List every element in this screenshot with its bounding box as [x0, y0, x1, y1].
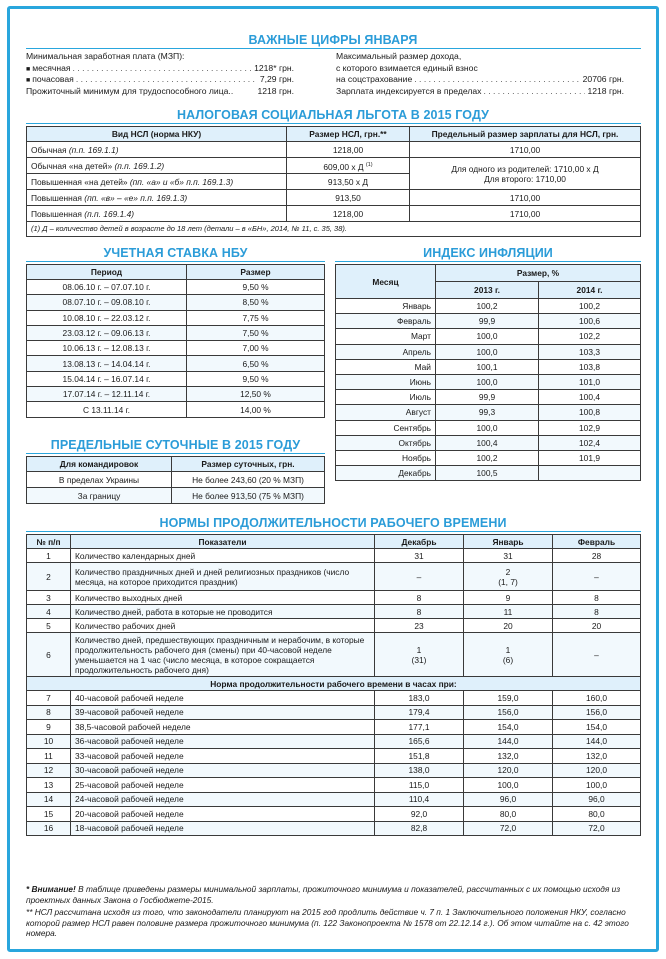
- daily-row-label: За границу: [27, 488, 172, 504]
- norms-header: Февраль: [553, 535, 641, 549]
- bullet-icon: ■: [26, 77, 31, 84]
- inflation-row: [336, 450, 641, 465]
- norms-dec: 115,0: [375, 778, 464, 793]
- inflation-month: Август: [336, 405, 436, 420]
- norms-title: НОРМЫ ПРОДОЛЖИТЕЛЬНОСТИ РАБОЧЕГО ВРЕМЕНИ: [159, 516, 507, 530]
- nbu-header: Период: [27, 265, 187, 280]
- norms-hours-row: [27, 749, 641, 764]
- nsl-merged-limit: Для одного из родителей: 1710,00 х Д Для второго: 1710,00: [410, 158, 641, 190]
- norms-row: [27, 619, 641, 633]
- daily-table: [26, 456, 325, 504]
- norms-label: 18-часовой рабочей неделе: [71, 821, 375, 836]
- norms-label: 33-часовой рабочей неделе: [71, 749, 375, 764]
- nbu-rate: 9,50 %: [187, 371, 325, 386]
- mzp-monthly-label: месячная: [32, 62, 71, 73]
- nbu-rate: 7,75 %: [187, 310, 325, 325]
- norms-hours-row: [27, 821, 641, 836]
- inflation-row: [336, 314, 641, 329]
- nsl-row-size: 913,50: [287, 190, 410, 206]
- inflation-row: [336, 466, 641, 481]
- inflation-2014: 102,9: [539, 420, 641, 435]
- nsl-footnote: (1) Д – количество детей в возрасте до 18 лет (детали – в «БН», 2014, № 11, с. 35, 38).: [27, 222, 641, 237]
- inflation-2013: 100,2: [436, 450, 539, 465]
- norms-feb: 100,0: [553, 778, 641, 793]
- norms-jan: 154,0: [464, 720, 553, 735]
- daily-row-value: Не более 913,50 (75 % МЗП): [172, 488, 325, 504]
- norms-label: Количество календарных дней: [71, 549, 375, 563]
- nbu-period: 10.08.10 г. – 22.03.12 г.: [27, 310, 187, 325]
- inflation-title: ИНДЕКС ИНФЛЯЦИИ: [423, 246, 553, 260]
- norms-feb: –: [553, 563, 641, 591]
- norms-header: Декабрь: [375, 535, 464, 549]
- nbu-row: [27, 310, 325, 325]
- jan-right-block: [336, 51, 624, 97]
- nbu-table: [26, 264, 325, 418]
- norms-hours-row: [27, 807, 641, 822]
- nbu-title: УЧЕТНАЯ СТАВКА НБУ: [103, 246, 248, 260]
- norms-dec: 1 (31): [375, 633, 464, 677]
- nsl-row-name: Обычная «на детей» (п.п. 169.1.2): [27, 158, 287, 174]
- nbu-row: [27, 325, 325, 340]
- norms-num: 7: [27, 691, 71, 706]
- max-line1: Максимальный размер дохода,: [336, 51, 462, 61]
- norms-feb: 80,0: [553, 807, 641, 822]
- nbu-period: 10.06.13 г. – 12.08.13 г.: [27, 341, 187, 356]
- inflation-header-2014: 2014 г.: [539, 282, 641, 299]
- norms-label: 40-часовой рабочей неделе: [71, 691, 375, 706]
- nsl-header: Размер НСЛ, грн.**: [287, 127, 410, 142]
- nbu-header: Размер: [187, 265, 325, 280]
- nsl-row-size: 913,50 х Д: [287, 174, 410, 190]
- nsl-row-limit: 1710,00: [410, 206, 641, 222]
- nsl-title: НАЛОГОВАЯ СОЦИАЛЬНАЯ ЛЬГОТА В 2015 ГОДУ: [177, 108, 489, 122]
- nbu-period: 15.04.14 г. – 16.07.14 г.: [27, 371, 187, 386]
- norms-label: 24-часовой рабочей неделе: [71, 792, 375, 807]
- jan-title: ВАЖНЫЕ ЦИФРЫ ЯНВАРЯ: [248, 33, 418, 47]
- nsl-row-size: 1218,00: [287, 142, 410, 158]
- norms-dec: 92,0: [375, 807, 464, 822]
- inflation-month: Ноябрь: [336, 450, 436, 465]
- norms-num: 8: [27, 705, 71, 720]
- mzp-monthly-value: 1218* грн.: [254, 62, 294, 73]
- norms-header: № п/п: [27, 535, 71, 549]
- norms-label: 36-часовой рабочей неделе: [71, 734, 375, 749]
- norms-label: 39-часовой рабочей неделе: [71, 705, 375, 720]
- norms-num: 9: [27, 720, 71, 735]
- norms-label: Количество выходных дней: [71, 591, 375, 605]
- nbu-rate: 6,50 %: [187, 356, 325, 371]
- inflation-row: [336, 359, 641, 374]
- nbu-rate: 14,00 %: [187, 402, 325, 417]
- norms-jan: 9: [464, 591, 553, 605]
- norms-jan: 132,0: [464, 749, 553, 764]
- nsl-row-size: 609,00 х Д $^{(1)}$: [287, 158, 410, 174]
- jan-title-rule: [26, 48, 641, 49]
- norms-dec: 179,4: [375, 705, 464, 720]
- inflation-2013: 100,0: [436, 344, 539, 359]
- norms-dec: 183,0: [375, 691, 464, 706]
- norms-row: [27, 549, 641, 563]
- inflation-2014: 100,2: [539, 299, 641, 314]
- mzp-hourly-label: почасовая: [32, 74, 74, 84]
- norms-dec: 165,6: [375, 734, 464, 749]
- nbu-rate: 7,50 %: [187, 325, 325, 340]
- norms-feb: 72,0: [553, 821, 641, 836]
- subsistence-value: 1218 грн.: [257, 85, 294, 96]
- nsl-title-rule: [26, 123, 641, 124]
- nbu-period: 17.07.14 г. – 12.11.14 г.: [27, 387, 187, 402]
- inflation-2013: 99,9: [436, 390, 539, 405]
- norms-hours-row: [27, 691, 641, 706]
- norms-feb: –: [553, 633, 641, 677]
- footer-note-2: ** НСЛ рассчитана исходя из того, что законодатели планируют на 2015 год продлить действие ч. 7 п. 1 Заключительного положения НКУ, согласно которой размер НСЛ равен половине размера прожиточного минимума (п. 122 Законопроекта № 1578 от 22.12.14 г.). Об этом читайте на с. 42 этого номера.: [26, 907, 629, 938]
- norms-dec: 8: [375, 591, 464, 605]
- footer-notes: [26, 884, 638, 939]
- inflation-month: Декабрь: [336, 466, 436, 481]
- norms-hours-row: [27, 763, 641, 778]
- daily-row-value: Не более 243,60 (20 % МЗП): [172, 472, 325, 488]
- nbu-period: 23.03.12 г. – 09.06.13 г.: [27, 325, 187, 340]
- norms-label: 30-часовой рабочей неделе: [71, 763, 375, 778]
- nsl-table: [26, 126, 641, 237]
- daily-header: Для командировок: [27, 457, 172, 472]
- mzp-monthly-line: [26, 63, 294, 75]
- norms-jan: 80,0: [464, 807, 553, 822]
- nbu-title-rule: [26, 261, 325, 262]
- norms-num: 5: [27, 619, 71, 633]
- norms-label: 20-часовой рабочей неделе: [71, 807, 375, 822]
- nbu-rate: 7,00 %: [187, 341, 325, 356]
- norms-feb: 156,0: [553, 705, 641, 720]
- nbu-period: С 13.11.14 г.: [27, 402, 187, 417]
- max-line3: [336, 74, 624, 86]
- bullet-icon: ■: [26, 65, 31, 73]
- inflation-header-size: Размер, %: [436, 265, 641, 282]
- norms-label: 38,5-часовой рабочей неделе: [71, 720, 375, 735]
- inflation-header-2013: 2013 г.: [436, 282, 539, 299]
- norms-jan: 100,0: [464, 778, 553, 793]
- norms-dec: 23: [375, 619, 464, 633]
- norms-jan: 72,0: [464, 821, 553, 836]
- index-line: [336, 86, 624, 98]
- norms-feb: 28: [553, 549, 641, 563]
- norms-table: [26, 534, 641, 836]
- norms-row: [27, 563, 641, 591]
- norms-jan: 20: [464, 619, 553, 633]
- subsistence-line: [26, 86, 294, 98]
- max-label: на соцстрахование: [336, 74, 413, 84]
- inflation-2014: 101,0: [539, 374, 641, 389]
- norms-hours-row: [27, 734, 641, 749]
- norms-num: 2: [27, 563, 71, 591]
- max-line2: с которого взимается единый взнос: [336, 62, 478, 73]
- norms-feb: 96,0: [553, 792, 641, 807]
- inflation-2014: 100,8: [539, 405, 641, 420]
- nsl-row-name: Повышенная (п.п. 169.1.4): [27, 206, 287, 222]
- norms-row: [27, 605, 641, 619]
- norms-feb: 120,0: [553, 763, 641, 778]
- norms-feb: 160,0: [553, 691, 641, 706]
- inflation-month: Апрель: [336, 344, 436, 359]
- nsl-header: Вид НСЛ (норма НКУ): [27, 127, 287, 142]
- inflation-2014: [539, 466, 641, 481]
- norms-num: 4: [27, 605, 71, 619]
- norms-title-rule: [26, 531, 641, 532]
- norms-num: 12: [27, 763, 71, 778]
- norms-num: 10: [27, 734, 71, 749]
- norms-jan: 120,0: [464, 763, 553, 778]
- inflation-2014: 101,9: [539, 450, 641, 465]
- norms-dec: 177,1: [375, 720, 464, 735]
- norms-jan: 96,0: [464, 792, 553, 807]
- inflation-row: [336, 344, 641, 359]
- inflation-2014: 103,8: [539, 359, 641, 374]
- inflation-2013: 100,2: [436, 299, 539, 314]
- nbu-row: [27, 341, 325, 356]
- norms-dec: 31: [375, 549, 464, 563]
- nbu-rate: 9,50 %: [187, 280, 325, 295]
- nsl-row-name: Повышенная «на детей» (пп. «а» и «б» п.п. 169.1.3): [27, 174, 287, 190]
- nbu-row: [27, 295, 325, 310]
- nsl-row-limit: 1710,00: [410, 142, 641, 158]
- mzp-hourly-line: [26, 74, 294, 86]
- nbu-row: [27, 387, 325, 402]
- norms-row: [27, 591, 641, 605]
- nsl-row-size: 1218,00: [287, 206, 410, 222]
- norms-dec: 8: [375, 605, 464, 619]
- nbu-row: [27, 280, 325, 295]
- norms-label: Количество рабочих дней: [71, 619, 375, 633]
- inflation-month: Февраль: [336, 314, 436, 329]
- norms-dec: 82,8: [375, 821, 464, 836]
- nbu-rate: 8,50 %: [187, 295, 325, 310]
- norms-num: 1: [27, 549, 71, 563]
- daily-title-rule: [26, 453, 325, 454]
- inflation-header-month: Месяц: [336, 265, 436, 299]
- norms-jan: 11: [464, 605, 553, 619]
- norms-num: 16: [27, 821, 71, 836]
- inflation-row: [336, 405, 641, 420]
- inflation-2013: 100,0: [436, 329, 539, 344]
- norms-label: Количество праздничных дней и дней религиозных праздников (число месяца, на которое приходится праздник): [71, 563, 375, 591]
- inflation-row: [336, 374, 641, 389]
- mzp-label: Минимальная заработная плата (МЗП):: [26, 51, 185, 61]
- norms-hours-row: [27, 720, 641, 735]
- norms-hours-row: [27, 705, 641, 720]
- nsl-row-name: Повышенная (пп. «в» – «е» п.п. 169.1.3): [27, 190, 287, 206]
- inflation-2014: 102,2: [539, 329, 641, 344]
- inflation-2013: 100,0: [436, 374, 539, 389]
- inflation-month: Июнь: [336, 374, 436, 389]
- subsistence-label: Прожиточный минимум для трудоспособного лица..: [26, 85, 234, 96]
- norms-num: 14: [27, 792, 71, 807]
- daily-title: ПРЕДЕЛЬНЫЕ СУТОЧНЫЕ В 2015 ГОДУ: [50, 438, 301, 452]
- norms-hours-row: [27, 778, 641, 793]
- norms-jan: 144,0: [464, 734, 553, 749]
- footer-note-1: * Внимание! В таблице приведены размеры минимальной зарплаты, прожиточного минимума и показателей, рассчитанных с их помощью исходя из проектных данных Закона о Госбюджете-2015.: [26, 884, 621, 905]
- inflation-2013: 100,1: [436, 359, 539, 374]
- norms-jan: 31: [464, 549, 553, 563]
- norms-num: 13: [27, 778, 71, 793]
- norms-feb: 144,0: [553, 734, 641, 749]
- norms-label: 25-часовой рабочей неделе: [71, 778, 375, 793]
- norms-num: 11: [27, 749, 71, 764]
- inflation-2013: 100,4: [436, 435, 539, 450]
- daily-header: Размер суточных, грн.: [172, 457, 325, 472]
- inflation-month: Июль: [336, 390, 436, 405]
- norms-num: 3: [27, 591, 71, 605]
- inflation-title-rule: [335, 261, 641, 262]
- inflation-row: [336, 420, 641, 435]
- inflation-month: Сентябрь: [336, 420, 436, 435]
- index-label: Зарплата индексируется в пределах: [336, 85, 482, 96]
- norms-label: Количество дней, предшествующих праздничным и нерабочим, в которые продолжительность рабочего дня (смены) при 40-часовой неделе уменьшается на 1 час (число месяца, в которое сокращается продолжительность рабочего дня): [71, 633, 375, 677]
- nsl-row-limit: 1710,00: [410, 190, 641, 206]
- inflation-row: [336, 329, 641, 344]
- norms-subheader: Норма продолжительности рабочего времени в часах при:: [27, 677, 641, 691]
- nbu-row: [27, 371, 325, 386]
- inflation-month: Май: [336, 359, 436, 374]
- norms-jan: 159,0: [464, 691, 553, 706]
- norms-jan: 1 (6): [464, 633, 553, 677]
- norms-feb: 132,0: [553, 749, 641, 764]
- norms-row: [27, 633, 641, 677]
- jan-left-block: [26, 51, 294, 97]
- nsl-row-name: Обычная (п.п. 169.1.1): [27, 142, 287, 158]
- inflation-row: [336, 299, 641, 314]
- norms-num: 15: [27, 807, 71, 822]
- inflation-2013: 100,0: [436, 420, 539, 435]
- nbu-period: 13.08.13 г. – 14.04.14 г.: [27, 356, 187, 371]
- inflation-month: Март: [336, 329, 436, 344]
- norms-label: Количество дней, работа в которые не проводится: [71, 605, 375, 619]
- nbu-row: [27, 402, 325, 417]
- inflation-row: [336, 390, 641, 405]
- norms-feb: 154,0: [553, 720, 641, 735]
- norms-dec: 138,0: [375, 763, 464, 778]
- nbu-period: 08.07.10 г. – 09.08.10 г.: [27, 295, 187, 310]
- inflation-2014: 100,6: [539, 314, 641, 329]
- norms-dec: 110,4: [375, 792, 464, 807]
- inflation-2014: 100,4: [539, 390, 641, 405]
- inflation-2014: 103,3: [539, 344, 641, 359]
- inflation-2013: 99,3: [436, 405, 539, 420]
- norms-dec: –: [375, 563, 464, 591]
- norms-feb: 8: [553, 605, 641, 619]
- norms-jan: 2 (1, 7): [464, 563, 553, 591]
- nbu-period: 08.06.10 г. – 07.07.10 г.: [27, 280, 187, 295]
- norms-dec: 151,8: [375, 749, 464, 764]
- nsl-header: Предельный размер зарплаты для НСЛ, грн.: [410, 127, 641, 142]
- inflation-2014: 102,4: [539, 435, 641, 450]
- norms-num: 6: [27, 633, 71, 677]
- inflation-2013: 99,9: [436, 314, 539, 329]
- nbu-rate: 12,50 %: [187, 387, 325, 402]
- norms-feb: 20: [553, 619, 641, 633]
- inflation-table: [335, 264, 641, 481]
- index-value: 1218 грн.: [587, 85, 624, 96]
- norms-header: Январь: [464, 535, 553, 549]
- inflation-2013: 100,5: [436, 466, 539, 481]
- daily-row-label: В пределах Украины: [27, 472, 172, 488]
- norms-hours-row: [27, 792, 641, 807]
- inflation-month: Октябрь: [336, 435, 436, 450]
- norms-header: Показатели: [71, 535, 375, 549]
- norms-jan: 156,0: [464, 705, 553, 720]
- max-value: 20706 грн.: [582, 74, 624, 84]
- mzp-hourly-value: 7,29 грн.: [259, 74, 294, 84]
- inflation-row: [336, 435, 641, 450]
- nbu-row: [27, 356, 325, 371]
- inflation-month: Январь: [336, 299, 436, 314]
- norms-feb: 8: [553, 591, 641, 605]
